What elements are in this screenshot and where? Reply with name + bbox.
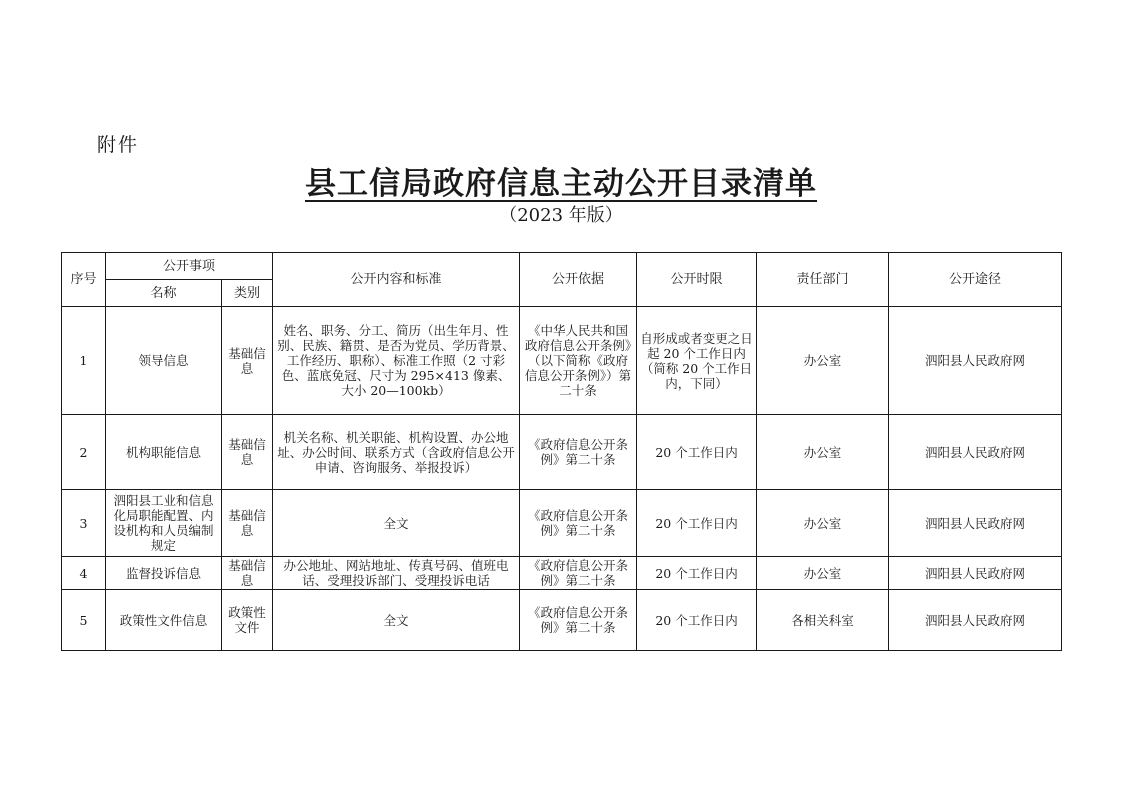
table-row [62, 415, 1062, 490]
cell-time-limit: 20 个工作日内 [637, 590, 757, 651]
cell-category: 基础信息 [222, 415, 273, 490]
cell-content: 全文 [273, 490, 520, 557]
edition-label: （2023 年版） [499, 205, 623, 226]
header-name: 名称 [106, 280, 222, 307]
table-row [62, 590, 1062, 651]
cell-basis: 《政府信息公开条例》第二十条 [520, 415, 637, 490]
header-department: 责任部门 [757, 253, 889, 307]
cell-content: 机关名称、机关职能、机构设置、办公地址、办公时间、联系方式（含政府信息公开申请、咨询服务、举报投诉） [273, 415, 520, 490]
header-seq: 序号 [62, 253, 106, 307]
cell-basis: 《政府信息公开条例》第二十条 [520, 490, 637, 557]
cell-time-limit: 自形成或者变更之日起 20 个工作日内（简称 20 个工作日内，下同） [637, 307, 757, 415]
cell-name: 政策性文件信息 [106, 590, 222, 651]
cell-time-limit: 20 个工作日内 [637, 415, 757, 490]
cell-name: 监督投诉信息 [106, 557, 222, 590]
header-basis: 公开依据 [520, 253, 637, 307]
cell-department: 办公室 [757, 490, 889, 557]
cell-channel: 泗阳县人民政府网 [889, 307, 1062, 415]
attachment-label: 附件 [97, 134, 140, 156]
cell-department: 办公室 [757, 415, 889, 490]
cell-category: 基础信息 [222, 557, 273, 590]
cell-name: 领导信息 [106, 307, 222, 415]
table-row [62, 557, 1062, 590]
cell-time-limit: 20 个工作日内 [637, 557, 757, 590]
cell-name: 泗阳县工业和信息化局职能配置、内设机构和人员编制规定 [106, 490, 222, 557]
cell-seq: 4 [62, 557, 106, 590]
cell-content: 全文 [273, 590, 520, 651]
cell-category: 基础信息 [222, 490, 273, 557]
cell-category: 政策性文件 [222, 590, 273, 651]
cell-channel: 泗阳县人民政府网 [889, 415, 1062, 490]
cell-time-limit: 20 个工作日内 [637, 490, 757, 557]
cell-channel: 泗阳县人民政府网 [889, 590, 1062, 651]
cell-content: 姓名、职务、分工、简历（出生年月、性别、民族、籍贯、是否为党员、学历背景、工作经历、职称）、标准工作照（2 寸彩色、蓝底免冠、尺寸为 295×413 像素、大小 20—100kb） [273, 307, 520, 415]
cell-basis: 《中华人民共和国政府信息公开条例》（以下简称《政府信息公开条例》）第二十条 [520, 307, 637, 415]
cell-department: 办公室 [757, 557, 889, 590]
cell-department: 办公室 [757, 307, 889, 415]
cell-category: 基础信息 [222, 307, 273, 415]
cell-channel: 泗阳县人民政府网 [889, 490, 1062, 557]
cell-basis: 《政府信息公开条例》第二十条 [520, 590, 637, 651]
cell-seq: 3 [62, 490, 106, 557]
table-row [62, 307, 1062, 415]
cell-seq: 1 [62, 307, 106, 415]
table-row [62, 490, 1062, 557]
cell-department: 各相关科室 [757, 590, 889, 651]
document-title: 县工信局政府信息主动公开目录清单 [305, 166, 817, 202]
catalog-table [61, 252, 1062, 651]
header-channel: 公开途径 [889, 253, 1062, 307]
header-item-group: 公开事项 [106, 253, 273, 280]
cell-seq: 5 [62, 590, 106, 651]
cell-basis: 《政府信息公开条例》第二十条 [520, 557, 637, 590]
header-content: 公开内容和标准 [273, 253, 520, 307]
cell-seq: 2 [62, 415, 106, 490]
header-category: 类别 [222, 280, 273, 307]
header-row [62, 253, 1062, 280]
cell-channel: 泗阳县人民政府网 [889, 557, 1062, 590]
cell-content: 办公地址、网站地址、传真号码、值班电话、受理投诉部门、受理投诉电话 [273, 557, 520, 590]
cell-name: 机构职能信息 [106, 415, 222, 490]
header-time-limit: 公开时限 [637, 253, 757, 307]
